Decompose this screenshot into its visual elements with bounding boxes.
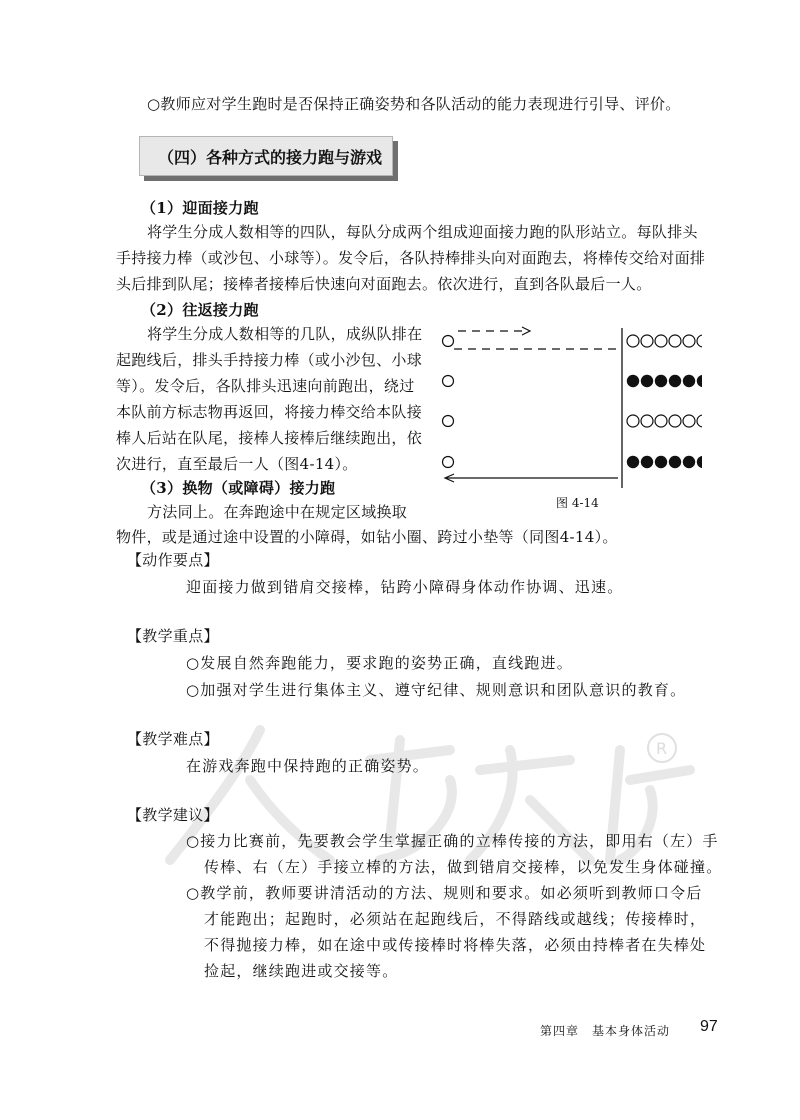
teaching-difficulty-label: 【教学难点】: [127, 730, 219, 748]
player-open: [655, 335, 667, 347]
relay-diagram: [432, 320, 702, 520]
suggestion-line: ○接力比赛前，先要教会学生掌握正确的立棒传接的方法，即用右（左）手: [186, 832, 719, 850]
item3-heading: （3）换物（或障碍）接力跑: [141, 479, 336, 497]
svg-text:R: R: [656, 739, 668, 758]
player-filled: [641, 456, 653, 468]
player-open: [683, 335, 695, 347]
item2-line: 将学生分成人数相等的几队，成纵队排在: [147, 325, 423, 343]
teaching-focus-label: 【教学重点】: [127, 627, 219, 645]
item2-heading: （2）往返接力跑: [141, 301, 259, 319]
player-filled: [669, 375, 681, 387]
page-number: 97: [700, 1018, 718, 1035]
player-open: [655, 415, 667, 427]
player-open: [641, 335, 653, 347]
suggestion-line: 才能跑出；起跑时，必须站在起跑线后，不得踏线或越线；传接棒时，: [204, 910, 707, 928]
section-title: （四）各种方式的接力跑与游戏: [158, 148, 383, 167]
team-row-4: [627, 456, 702, 468]
figure-caption: 图 4-14: [556, 496, 599, 510]
item1-line: 将学生分成人数相等的四队，每队分成两个组成迎面接力跑的队形站立。每队排头: [147, 223, 698, 241]
team-row-2: [627, 375, 702, 387]
footer-chapter: 第四章 基本身体活动: [540, 1024, 671, 1038]
player-open: [641, 415, 653, 427]
player-filled: [627, 375, 639, 387]
player-filled: [655, 375, 667, 387]
teaching-focus-item: ○发展自然奔跑能力，要求跑的姿势正确，直线跑进。: [186, 654, 573, 672]
item2-line: 起跑线后，排头手持接力棒（或小沙包、小球: [116, 351, 423, 369]
start-marker: [443, 416, 454, 427]
player-filled: [697, 375, 702, 387]
item2-line: 本队前方标志物再返回，将接力棒交给本队接: [116, 403, 423, 421]
player-filled: [655, 456, 667, 468]
player-open: [697, 415, 702, 427]
player-open: [669, 335, 681, 347]
item2-line: 等）。发令后，各队排头迅速向前跑出，绕过: [116, 377, 415, 395]
teaching-difficulty-text: 在游戏奔跑中保持跑的正确姿势。: [186, 757, 430, 775]
item1-line: 头后排到队尾；接棒者接棒后快速向对面跑去。依次进行，直到各队最后一人。: [116, 275, 652, 293]
player-filled: [683, 375, 695, 387]
action-points-label: 【动作要点】: [127, 551, 219, 569]
player-open: [683, 415, 695, 427]
item3-line: 物件，或是通过途中设置的小障碍，如钻小圈、跨过小垫等（同图4-14）。: [116, 528, 618, 546]
item1-line: 手持接力棒（或沙包、小球等）。发令后，各队持棒排头向对面跑去，将棒传交给对面排: [116, 249, 706, 267]
item2-line: 次进行，直至最后一人（图4-14）。: [116, 455, 358, 473]
section-header-box: [139, 136, 393, 176]
player-open: [627, 415, 639, 427]
player-filled: [697, 456, 702, 468]
player-open: [627, 335, 639, 347]
start-marker: [443, 336, 454, 347]
suggestion-line: 传棒、右（左）手接立棒的方法，做到错肩交接棒，以免发生身体碰撞。: [204, 858, 723, 876]
action-points-text: 迎面接力做到错肩交接棒，钻跨小障碍身体动作协调、迅速。: [186, 578, 624, 596]
item3-line: 方法同上。在奔跑途中在规定区域换取: [147, 503, 408, 521]
item2-line: 棒人后站在队尾，接棒人接棒后继续跑出，依: [116, 429, 423, 447]
start-marker: [443, 376, 454, 387]
suggestion-line: 不得抛接力棒，如在途中或传接棒时将棒失落，必须由持棒者在失棒处: [204, 936, 707, 954]
suggestion-line: ○教学前，教师要讲清活动的方法、规则和要求。如必须听到教师口令后: [186, 884, 703, 902]
teaching-suggestions-label: 【教学建议】: [127, 806, 219, 824]
start-marker: [443, 457, 454, 468]
player-open: [669, 415, 681, 427]
teaching-focus-item: ○加强对学生进行集体主义、遵守纪律、规则意识和团队意识的教育。: [186, 681, 687, 699]
player-filled: [669, 456, 681, 468]
team-row-3: [627, 415, 702, 427]
team-row-1: [627, 335, 702, 347]
intro-line: ○教师应对学生跑时是否保持正确姿势和各队活动的能力表现进行引导、评价。: [147, 95, 681, 113]
player-filled: [683, 456, 695, 468]
player-open: [697, 335, 702, 347]
suggestion-line: 捡起，继续跑进或交接等。: [204, 962, 399, 980]
player-filled: [627, 456, 639, 468]
forward-arrowhead: [522, 327, 530, 335]
item1-heading: （1）迎面接力跑: [141, 199, 259, 217]
player-filled: [641, 375, 653, 387]
